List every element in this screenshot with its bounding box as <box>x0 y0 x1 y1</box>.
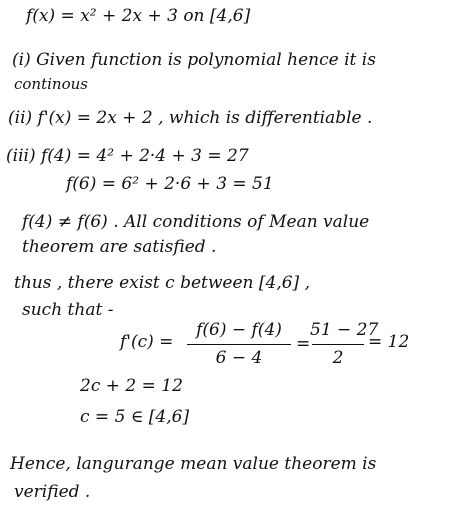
conclusion-continuation: verified . <box>14 482 91 502</box>
such-that-label: such that - <box>22 300 114 320</box>
equals-sign: = <box>296 334 311 354</box>
fraction1-denominator: 6 − 4 <box>215 348 263 368</box>
fraction1-numerator: f(6) − f(4) <box>196 320 282 340</box>
step-iii-f6: f(6) = 6² + 2·6 + 3 = 51 <box>66 174 274 194</box>
existence-statement: thus , there exist c between [4,6] , <box>14 273 310 293</box>
fraction2-denominator: 2 <box>332 348 344 368</box>
equation-2c-plus-2: 2c + 2 = 12 <box>80 376 183 396</box>
conditions-statement: f(4) ≠ f(6) . All conditions of Mean value <box>22 212 370 232</box>
value-of-c: c = 5 ∈ [4,6] <box>80 407 190 427</box>
step-i-statement: (i) Given function is polynomial hence it is <box>12 50 376 70</box>
fraction2-bar <box>312 344 364 345</box>
step-i-continuation: continous <box>14 75 88 93</box>
fraction1-bar <box>187 344 291 345</box>
function-definition: f(x) = x² + 2x + 3 on [4,6] <box>26 6 251 26</box>
conclusion-statement: Hence, langurange mean value theorem is <box>10 454 377 474</box>
step-iii-f4: (iii) f(4) = 4² + 2·4 + 3 = 27 <box>6 146 249 166</box>
conditions-continuation: theorem are satisfied . <box>22 237 217 257</box>
fraction2-numerator: 51 − 27 <box>310 320 379 340</box>
step-ii-derivative: (ii) f'(x) = 2x + 2 , which is differentiable . <box>8 108 373 128</box>
mvt-result: = 12 <box>368 332 410 352</box>
mvt-lhs: f'(c) = <box>120 332 174 352</box>
